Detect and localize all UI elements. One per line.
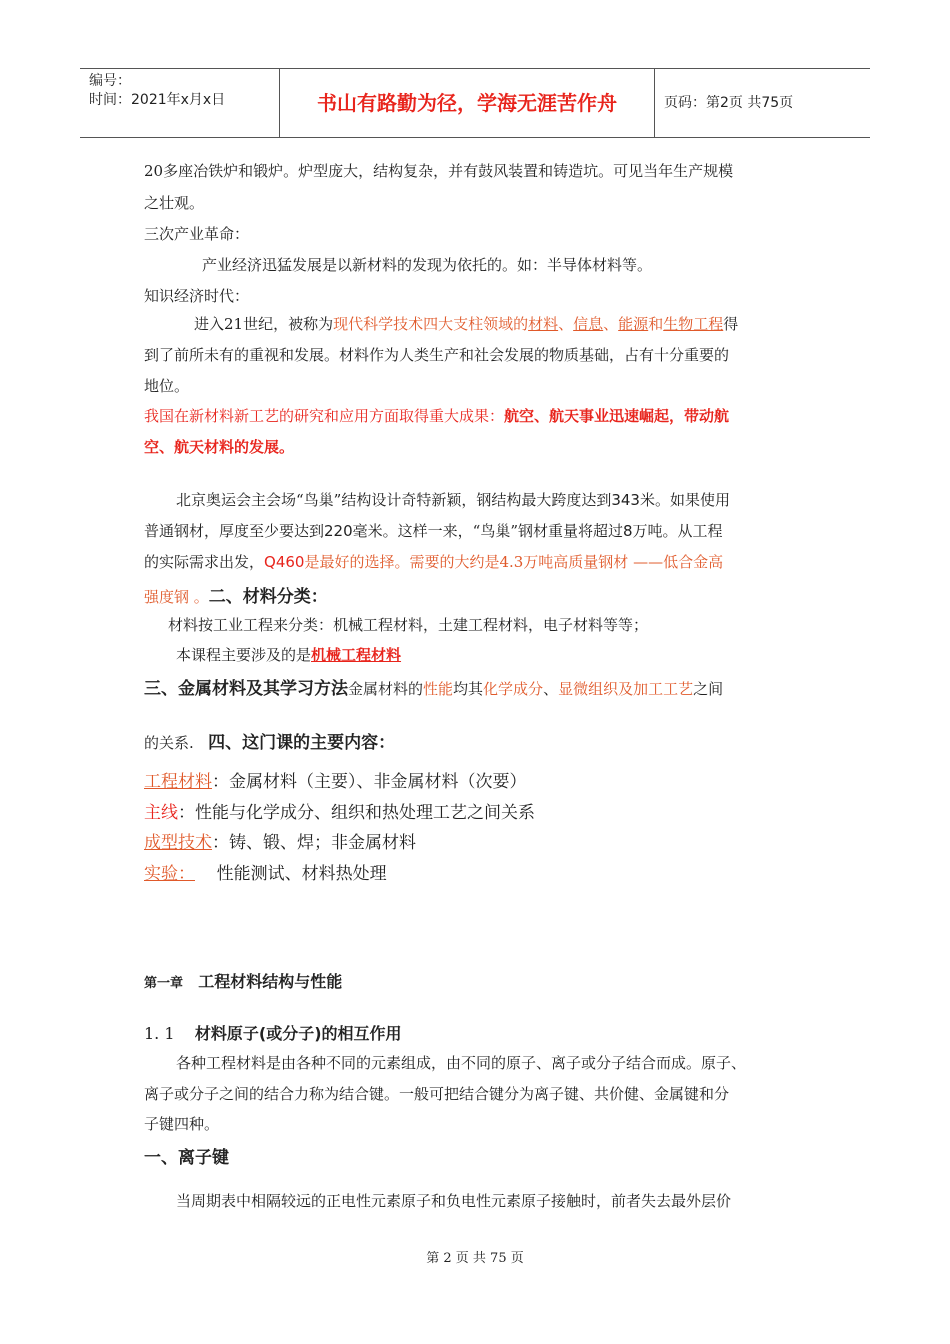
body-line xyxy=(144,674,723,699)
content-item xyxy=(144,859,387,884)
link-engineering-materials[interactable]: 工程材料 xyxy=(144,772,212,792)
text-run: 本课程主要涉及的是 xyxy=(176,646,312,664)
section-heading: 一、离子键 xyxy=(144,1148,229,1168)
link-forming-technology[interactable]: 成型技术 xyxy=(144,833,212,853)
body-line: 之壮观。 xyxy=(144,194,205,212)
page-footer: 第 2 页 共 75 页 xyxy=(426,1251,524,1266)
body-line: 当周期表中相隔较远的正电性元素原子和负电性元素原子接触时，前者失去最外层价 xyxy=(176,1192,732,1210)
text-run: 金属材料的 xyxy=(348,680,424,698)
section-heading: 二、材料分类： xyxy=(208,587,328,607)
header-motto: 书山有路勤为径，学海无涯苦作舟 xyxy=(280,69,655,137)
header-meta xyxy=(80,69,280,137)
link-energy[interactable]: 能源 xyxy=(618,315,649,333)
page-header xyxy=(80,68,870,138)
body-line xyxy=(176,489,730,510)
body-line xyxy=(144,520,723,541)
text-run: 得 xyxy=(723,315,739,333)
section-title xyxy=(144,1021,402,1044)
red-bold-text: 航空、航天事业迅速崛起，带动航 xyxy=(504,407,730,425)
body-line xyxy=(144,405,729,426)
body-line: 到了前所未有的重视和发展。材料作为人类生产和社会发展的物质基础，占有十分重要的 xyxy=(144,346,730,364)
body-line: 材料按工业工程来分类：机械工程材料，土建工程材料，电子材料等等； xyxy=(168,616,649,634)
link-bioengineering[interactable]: 生物工程 xyxy=(663,315,724,333)
text-run: ：金属材料（主要）、非金属材料（次要） xyxy=(212,772,527,792)
text-run: 之间 xyxy=(693,680,724,698)
section-heading: 三、金属材料及其学习方法 xyxy=(144,679,348,699)
red-text: 我国在新材料新工艺的研究和应用方面取得重大成果： xyxy=(144,407,505,425)
date-label: 时间：2021年x月x日 xyxy=(89,92,226,108)
number-text: 8 xyxy=(623,522,633,540)
header-page-label: 页码：第2页 共75页 xyxy=(664,95,794,111)
section-name: 材料原子(或分子)的相互作用 xyxy=(194,1024,402,1043)
body-line: 各种工程材料是由各种不同的元素组成，由不同的原子、离子或分子结合而成。原子、 xyxy=(176,1054,747,1072)
chapter-name: 工程材料结构与性能 xyxy=(198,972,343,991)
red-text: Q460 xyxy=(264,553,305,571)
text-run: 万吨。从工程 xyxy=(632,522,723,540)
body-line: 地位。 xyxy=(144,377,190,395)
number-label: 编号： xyxy=(89,73,131,89)
link-mechanical-materials[interactable]: 机械工程材料 xyxy=(311,646,402,664)
text-run: 、 xyxy=(543,680,559,698)
orange-text: 显微组织及加工工艺 xyxy=(558,680,694,698)
orange-text: 强度钢 。 xyxy=(144,588,209,606)
body-line xyxy=(144,582,328,607)
separator: 、 xyxy=(558,315,574,333)
number-text: 220 xyxy=(324,522,353,540)
link-experiments[interactable]: 实验： xyxy=(144,864,195,884)
link-materials[interactable]: 材料 xyxy=(528,315,559,333)
orange-text: 化学成分 xyxy=(483,680,544,698)
chapter-number: 第一章 xyxy=(144,976,184,991)
number-text: 343 xyxy=(611,491,640,509)
body-line xyxy=(144,551,723,572)
body-line xyxy=(144,728,395,753)
body-line: 知识经济时代： xyxy=(144,287,250,305)
section-number: 1. 1 xyxy=(144,1024,175,1043)
text-run: 毫米。这样一来，“鸟巢”钢材重量将超过 xyxy=(352,522,623,540)
text-run: 的关系. xyxy=(144,734,194,752)
content-item xyxy=(144,767,527,792)
red-text: 主线 xyxy=(144,803,178,823)
body-line: 20多座冶铁炉和锻炉。炉型庞大，结构复杂，并有鼓风装置和铸造坑。可见当年生产规模 xyxy=(144,162,734,180)
text-run: 普通钢材，厚度至少要达到 xyxy=(144,522,325,540)
text-run: 北京奥运会主会场“鸟巢”结构设计奇特新颖，钢结构最大跨度达到 xyxy=(176,491,612,509)
text-run: ：性能与化学成分、组织和热处理工艺之间关系 xyxy=(178,803,535,823)
body-line: 空、航天材料的发展。 xyxy=(144,438,295,456)
separator: 、 xyxy=(603,315,619,333)
body-line: 三次产业革命： xyxy=(144,225,250,243)
link-information[interactable]: 信息 xyxy=(573,315,604,333)
content-item xyxy=(144,798,535,823)
orange-text: 是最好的选择。需要的大约是4.3万吨高质量钢材 ——低合金高 xyxy=(304,553,724,571)
section-heading: 四、这门课的主要内容： xyxy=(208,733,396,753)
text-run: 性能测试、材料热处理 xyxy=(216,864,387,884)
text-run: 的实际需求出发， xyxy=(144,553,265,571)
highlight-text: 现代科学技术四大支柱领域的 xyxy=(333,315,529,333)
text-run: ：铸、锻、焊；非金属材料 xyxy=(212,833,416,853)
body-line xyxy=(194,313,738,334)
body-line: 子键四种。 xyxy=(144,1115,220,1133)
text-run: 均其 xyxy=(453,680,484,698)
orange-text: 性能 xyxy=(423,680,454,698)
body-line: 产业经济迅猛发展是以新材料的发现为依托的。如：半导体材料等。 xyxy=(202,256,653,274)
separator: 和 xyxy=(648,315,664,333)
text-run: 米。如果使用 xyxy=(639,491,730,509)
content-item xyxy=(144,828,416,853)
chapter-title xyxy=(144,969,342,992)
text-run: 进入21世纪，被称为 xyxy=(194,315,334,333)
body-line: 离子或分子之间的结合力称为结合键。一般可把结合键分为离子键、共价健、金属键和分 xyxy=(144,1085,730,1103)
body-line xyxy=(176,644,401,665)
